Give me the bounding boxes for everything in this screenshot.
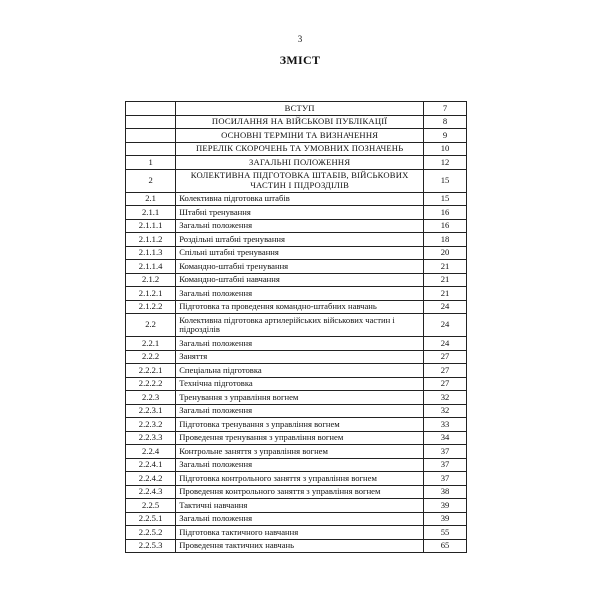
toc-section-number: 2.2.2.1 — [126, 364, 176, 378]
toc-row — [126, 431, 467, 445]
toc-page-number: 39 — [424, 512, 467, 526]
toc-row — [126, 418, 467, 432]
toc-section-title: Командно-штабні тренування — [176, 260, 424, 274]
toc-row — [126, 233, 467, 247]
toc-section-number: 2.2.4 — [126, 445, 176, 459]
toc-page-number: 18 — [424, 233, 467, 247]
toc-section-number: 2.2.5.1 — [126, 512, 176, 526]
toc-row — [126, 142, 467, 156]
toc-row — [126, 539, 467, 553]
toc-row — [126, 314, 467, 337]
toc-page-number: 21 — [424, 273, 467, 287]
toc-section-title: Підготовка тактичного навчання — [176, 526, 424, 540]
toc-page-number: 9 — [424, 129, 467, 143]
toc-row — [126, 287, 467, 301]
toc-section-title: Загальні положення — [176, 219, 424, 233]
toc-row — [126, 192, 467, 206]
toc-page-number: 33 — [424, 418, 467, 432]
toc-row — [126, 364, 467, 378]
toc-page-number: 24 — [424, 314, 467, 337]
toc-row — [126, 404, 467, 418]
toc-section-title: Тактичні навчання — [176, 499, 424, 513]
toc-section-title: Загальні положення — [176, 404, 424, 418]
toc-section-title: ПОСИЛАННЯ НА ВІЙСЬКОВІ ПУБЛІКАЦІЇ — [176, 115, 424, 129]
toc-page-number: 32 — [424, 391, 467, 405]
toc-section-title: Проведення тактичних навчань — [176, 539, 424, 553]
toc-page-number: 21 — [424, 260, 467, 274]
toc-section-title: Загальні положення — [176, 512, 424, 526]
toc-section-title: Загальні положення — [176, 337, 424, 351]
toc-row — [126, 129, 467, 143]
toc-section-title: ВСТУП — [176, 102, 424, 116]
toc-section-number: 2.2.4.2 — [126, 472, 176, 486]
toc-section-number: 2.1.1.4 — [126, 260, 176, 274]
toc-section-number: 2.2 — [126, 314, 176, 337]
toc-page-number: 37 — [424, 445, 467, 459]
toc-row — [126, 169, 467, 192]
toc-row — [126, 337, 467, 351]
toc-row — [126, 156, 467, 170]
toc-section-number: 2.2.5.3 — [126, 539, 176, 553]
toc-section-number: 2.1 — [126, 192, 176, 206]
toc-row — [126, 485, 467, 499]
toc-section-number: 2.2.3.1 — [126, 404, 176, 418]
toc-section-number: 2.2.4.1 — [126, 458, 176, 472]
page-title: ЗМІСТ — [279, 53, 321, 67]
toc-section-title: Підготовка тренування з управління вогнем — [176, 418, 424, 432]
toc-section-title: Спеціальна підготовка — [176, 364, 424, 378]
toc-page-number: 15 — [424, 192, 467, 206]
toc-page-number: 20 — [424, 246, 467, 260]
toc-row — [126, 526, 467, 540]
toc-page-number: 32 — [424, 404, 467, 418]
toc-page-number: 34 — [424, 431, 467, 445]
toc-row — [126, 206, 467, 220]
toc-body — [126, 102, 467, 553]
toc-section-title: Підготовка та проведення командно-штабних навчань — [176, 300, 424, 314]
toc-section-number: 2.2.3 — [126, 391, 176, 405]
toc-section-title: Загальні положення — [176, 287, 424, 301]
toc-section-title: Колективна підготовка артилерійських військових частин і підрозділів — [176, 314, 424, 337]
toc-section-number: 2.1.1.1 — [126, 219, 176, 233]
toc-section-number: 2.1.2.1 — [126, 287, 176, 301]
toc-section-number: 2 — [126, 169, 176, 192]
toc-page-number: 27 — [424, 377, 467, 391]
toc-section-title: Штабні тренування — [176, 206, 424, 220]
toc-page-number: 8 — [424, 115, 467, 129]
toc-row — [126, 377, 467, 391]
toc-section-number: 2.2.3.2 — [126, 418, 176, 432]
toc-page-number: 24 — [424, 300, 467, 314]
toc-section-number: 2.2.3.3 — [126, 431, 176, 445]
toc-section-number — [126, 102, 176, 116]
toc-section-number: 2.1.2 — [126, 273, 176, 287]
toc-page-number: 27 — [424, 350, 467, 364]
toc-page-number: 27 — [424, 364, 467, 378]
toc-section-title: Проведення тренування з управління вогнем — [176, 431, 424, 445]
toc-page-number: 24 — [424, 337, 467, 351]
toc-row — [126, 300, 467, 314]
toc-section-number: 2.1.2.2 — [126, 300, 176, 314]
toc-row — [126, 391, 467, 405]
toc-section-title: Контрольне заняття з управління вогнем — [176, 445, 424, 459]
toc-row — [126, 499, 467, 513]
toc-row — [126, 512, 467, 526]
toc-section-title: Загальні положення — [176, 458, 424, 472]
toc-section-number: 2.2.2 — [126, 350, 176, 364]
toc-page-number: 15 — [424, 169, 467, 192]
toc-page-number: 12 — [424, 156, 467, 170]
toc-section-title: Підготовка контрольного заняття з управління вогнем — [176, 472, 424, 486]
toc-section-title: Технічна підготовка — [176, 377, 424, 391]
toc-section-number: 2.2.1 — [126, 337, 176, 351]
toc-page-number: 65 — [424, 539, 467, 553]
toc-row — [126, 273, 467, 287]
toc-section-number: 2.1.1.3 — [126, 246, 176, 260]
toc-page-number: 7 — [424, 102, 467, 116]
toc-section-number — [126, 129, 176, 143]
table-of-contents — [125, 101, 467, 553]
toc-section-title: Тренування з управління вогнем — [176, 391, 424, 405]
toc-section-title: Заняття — [176, 350, 424, 364]
toc-page-number: 39 — [424, 499, 467, 513]
toc-section-number: 2.2.2.2 — [126, 377, 176, 391]
toc-section-number: 1 — [126, 156, 176, 170]
toc-row — [126, 246, 467, 260]
toc-section-title: Спільні штабні тренування — [176, 246, 424, 260]
toc-section-title: Роздільні штабні тренування — [176, 233, 424, 247]
toc-page-number: 55 — [424, 526, 467, 540]
toc-section-number: 2.1.1 — [126, 206, 176, 220]
page-number: 3 — [297, 34, 303, 44]
toc-row — [126, 472, 467, 486]
toc-section-title: ОСНОВНІ ТЕРМІНИ ТА ВИЗНАЧЕННЯ — [176, 129, 424, 143]
toc-section-number: 2.1.1.2 — [126, 233, 176, 247]
toc-section-number — [126, 115, 176, 129]
toc-section-number: 2.2.4.3 — [126, 485, 176, 499]
toc-page-number: 16 — [424, 206, 467, 220]
toc-row — [126, 260, 467, 274]
toc-section-number — [126, 142, 176, 156]
toc-row — [126, 445, 467, 459]
toc-section-title: Колективна підготовка штабів — [176, 192, 424, 206]
toc-row — [126, 350, 467, 364]
toc-section-number: 2.2.5.2 — [126, 526, 176, 540]
toc-row — [126, 458, 467, 472]
toc-page-number: 37 — [424, 458, 467, 472]
toc-page-number: 21 — [424, 287, 467, 301]
toc-row — [126, 115, 467, 129]
toc-section-title: ЗАГАЛЬНІ ПОЛОЖЕННЯ — [176, 156, 424, 170]
toc-section-title: КОЛЕКТИВНА ПІДГОТОВКА ШТАБІВ, ВІЙСЬКОВИХ ЧАСТИН І ПІДРОЗДІЛІВ — [176, 169, 424, 192]
toc-page-number: 10 — [424, 142, 467, 156]
toc-section-title: Проведення контрольного заняття з управління вогнем — [176, 485, 424, 499]
toc-section-title: ПЕРЕЛІК СКОРОЧЕНЬ ТА УМОВНИХ ПОЗНАЧЕНЬ — [176, 142, 424, 156]
toc-section-number: 2.2.5 — [126, 499, 176, 513]
toc-section-title: Командно-штабні навчання — [176, 273, 424, 287]
toc-page-number: 37 — [424, 472, 467, 486]
toc-page-number: 38 — [424, 485, 467, 499]
toc-row — [126, 219, 467, 233]
toc-page-number: 16 — [424, 219, 467, 233]
toc-row — [126, 102, 467, 116]
